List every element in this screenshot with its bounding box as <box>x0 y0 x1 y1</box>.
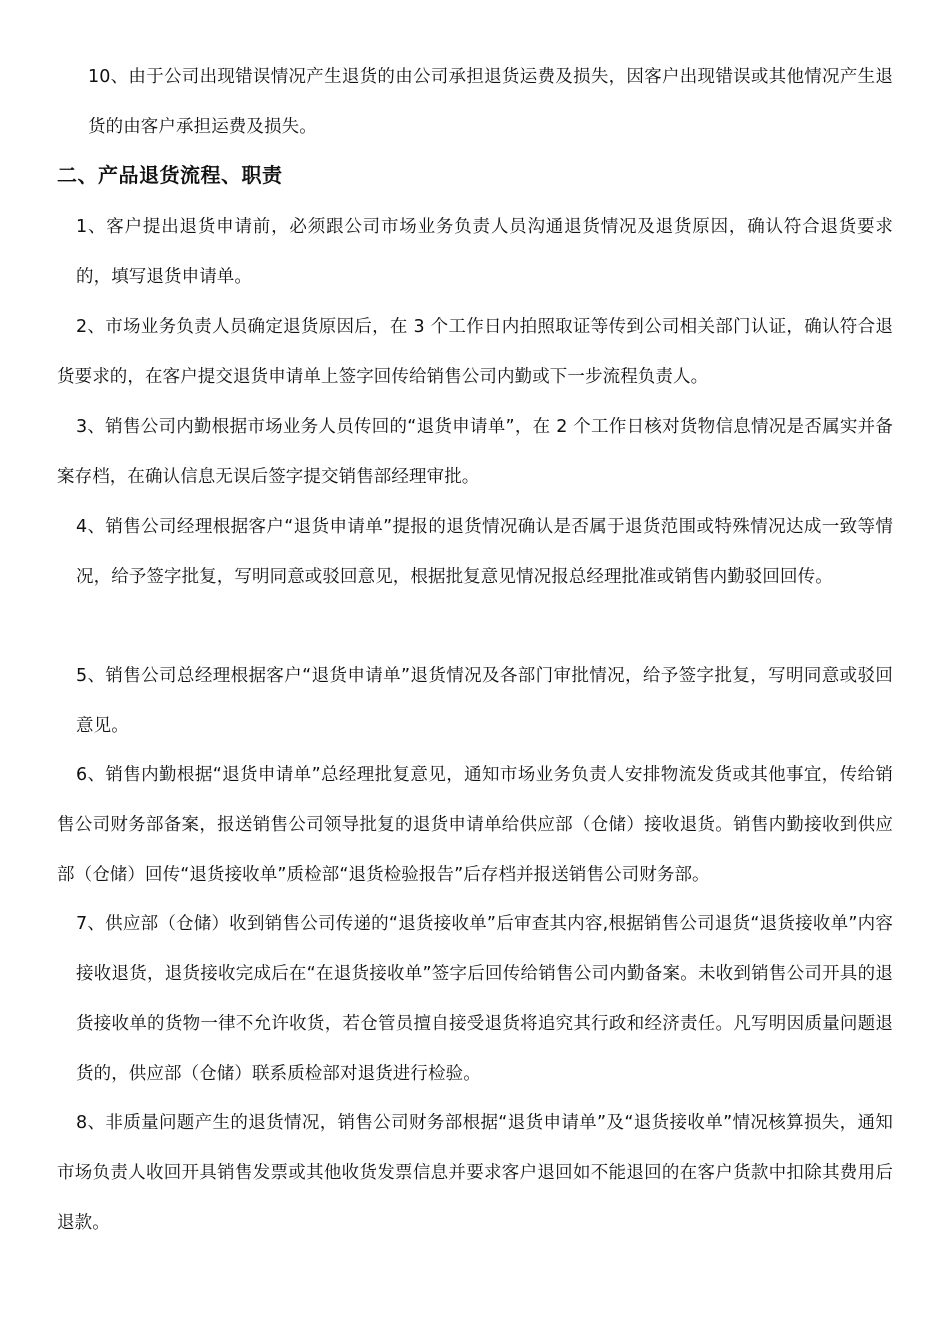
list-item-3: 3、销售公司内勤根据市场业务人员传回的“退货申请单”，在 2 个工作日核对货物信息情况是否属实并备案存档，在确认信息无误后签字提交销售部经理审批。 <box>57 417 893 487</box>
list-item-1: 1、客户提出退货申请前，必须跟公司市场业务负责人员沟通退货情况及退货原因，确认符合退货要求的，填写退货申请单。 <box>76 217 893 287</box>
list-item-5: 5、销售公司总经理根据客户“退货申请单”退货情况及各部门审批情况，给予签字批复，写明同意或驳回意见。 <box>76 666 893 736</box>
list-item-2: 2、市场业务负责人员确定退货原因后，在 3 个工作日内拍照取证等传到公司相关部门认证，确认符合退货要求的，在客户提交退货申请单上签字回传给销售公司内勤或下一步流程负责人。 <box>57 317 893 387</box>
list-item-8: 8、非质量问题产生的退货情况，销售公司财务部根据“退货申请单”及“退货接收单”情况核算损失，通知市场负责人收回开具销售发票或其他收货发票信息并要求客户退回如不能退回的在客户货款中扣除其费用后退款。 <box>57 1113 893 1233</box>
section-heading: 二、产品退货流程、职责 <box>57 163 283 187</box>
intro-paragraph: 10、由于公司出现错误情况产生退货的由公司承担退货运费及损失，因客户出现错误或其他情况产生退货的由客户承担运费及损失。 <box>88 67 893 137</box>
list-item-4: 4、销售公司经理根据客户“退货申请单”提报的退货情况确认是否属于退货范围或特殊情况达成一致等情况，给予签字批复，写明同意或驳回意见，根据批复意见情况报总经理批准或销售内勤驳回回传。 <box>76 517 893 587</box>
list-item-6: 6、销售内勤根据“退货申请单”总经理批复意见，通知市场业务负责人安排物流发货或其他事宜，传给销售公司财务部备案，报送销售公司领导批复的退货申请单给供应部（仓储）接收退货。销售内勤接收到供应部（仓储）回传“退货接收单”质检部“退货检验报告”后存档并报送销售公司财务部。 <box>57 765 893 885</box>
list-item-7: 7、供应部（仓储）收到销售公司传递的“退货接收单”后审查其内容,根据销售公司退货“退货接收单”内容接收退货，退货接收完成后在“在退货接收单”签字后回传给销售公司内勤备案。未收到销售公司开具的退货接收单的货物一律不允许收货，若仓管员擅自接受退货将追究其行政和经济责任。凡写明因质量问题退货的，供应部（仓储）联系质检部对退货进行检验。 <box>76 914 893 1084</box>
